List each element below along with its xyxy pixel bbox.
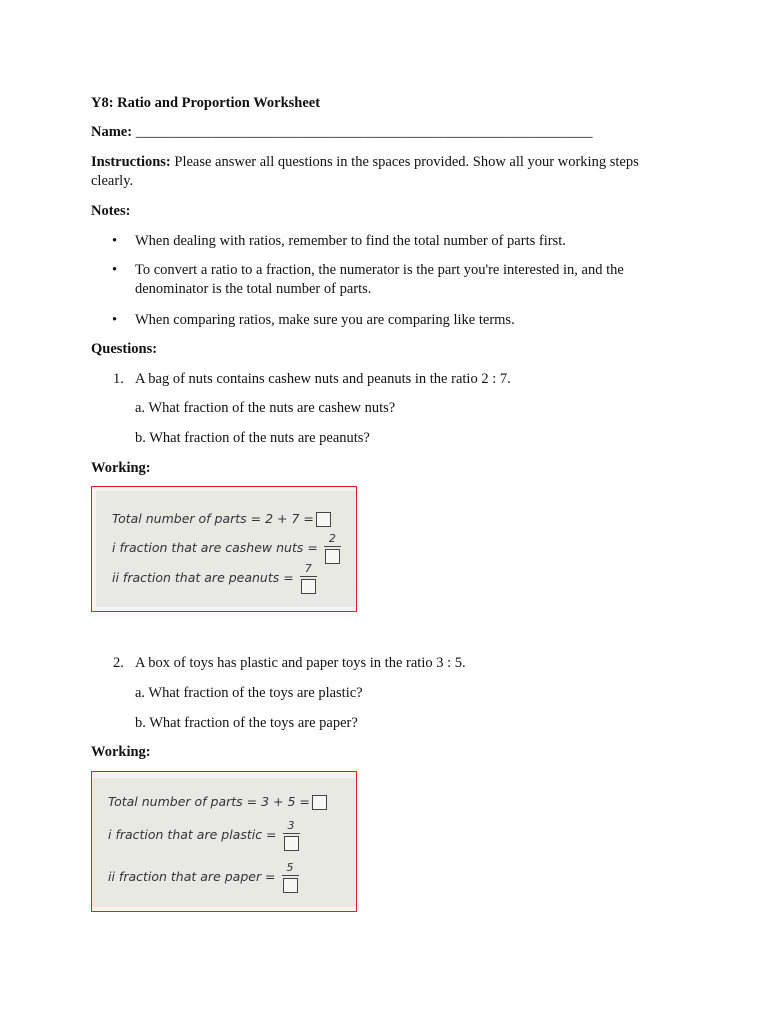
fraction-line-i [112,533,341,564]
question-2-part-b: b. What fraction of the toys are paper? [135,715,358,731]
name-label: Name: [91,124,133,140]
fraction [324,533,341,564]
total-parts-line [108,794,327,810]
name-blank-line: _______________________________________________________________ [135,124,593,140]
question-text: A box of toys has plastic and paper toys in the ratio 3 : 5. [135,655,466,671]
bullet-icon: • [112,312,118,328]
total-parts-text: Total number of parts = 2 + 7 = [112,511,314,526]
instructions [91,153,668,191]
fraction-bar [300,576,317,577]
answer-box [316,512,331,527]
instructions-label: Instructions: [91,154,171,170]
answer-box [325,549,340,564]
fraction [282,862,299,893]
total-parts-line [112,511,331,527]
question-number: 1. [113,371,124,387]
working-image-2 [91,771,357,912]
fraction [300,563,317,594]
question-1-part-b: b. What fraction of the nuts are peanuts? [135,430,370,446]
bullet-icon: • [112,233,118,249]
total-parts-text: Total number of parts = 3 + 5 = [108,794,310,809]
answer-box [284,836,299,851]
numerator: 3 [287,819,295,832]
answer-box [301,579,316,594]
numerator: 2 [328,532,336,545]
fraction [283,820,300,851]
fraction-line-ii [108,862,299,893]
fraction-bar [324,546,341,547]
question-2-part-a: a. What fraction of the toys are plastic? [135,685,363,701]
answer-box [312,795,327,810]
numerator: 7 [304,562,312,575]
fraction-text: ii fraction that are paper = [108,869,276,884]
fraction-text: i fraction that are plastic = [108,827,277,842]
numerator: 5 [286,861,294,874]
question-text: A bag of nuts contains cashew nuts and peanuts in the ratio 2 : 7. [135,371,511,387]
note-text: When dealing with ratios, remember to find the total number of parts first. [135,233,566,249]
bullet-icon: • [112,262,118,278]
worksheet-title: Y8: Ratio and Proportion Worksheet [91,95,321,111]
question-number: 2. [113,655,124,671]
instructions-text: Please answer all questions in the spaces provided. Show all your working steps clearly. [91,154,639,189]
name-field [91,123,668,142]
notes-heading: Notes: [91,203,131,219]
question-1-part-a: a. What fraction of the nuts are cashew nuts? [135,400,396,416]
working-label: Working: [91,460,151,476]
working-image-1 [91,486,357,612]
questions-heading: Questions: [91,341,158,357]
fraction-line-ii [112,563,317,594]
note-text: To convert a ratio to a fraction, the numerator is the part you're interested in, and the denominator is the total number of parts. [135,262,624,297]
note-text: When comparing ratios, make sure you are comparing like terms. [135,312,515,328]
fraction-text: i fraction that are cashew nuts = [112,540,318,555]
fraction-line-i [108,820,300,851]
fraction-bar [282,875,299,876]
fraction-bar [283,833,300,834]
working-label: Working: [91,744,151,760]
fraction-text: ii fraction that are peanuts = [112,570,294,585]
answer-box [283,878,298,893]
